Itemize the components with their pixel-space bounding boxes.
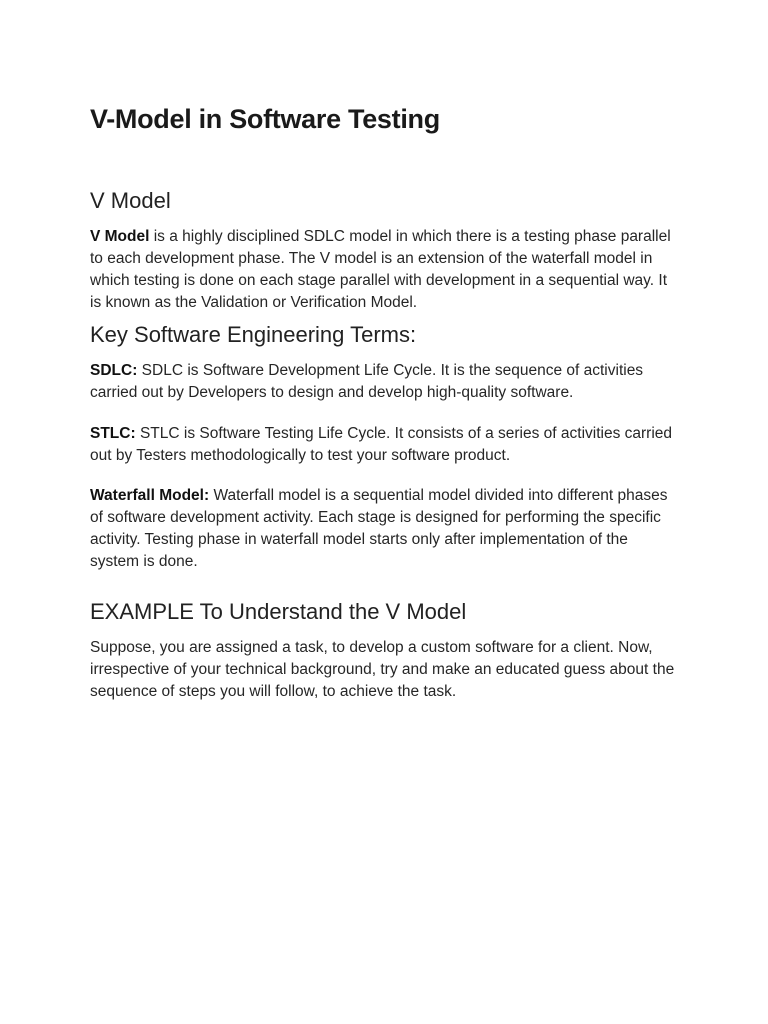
section-terms — [90, 322, 680, 348]
stlc-paragraph-block — [90, 423, 680, 467]
stlc-text: STLC is Software Testing Life Cycle. It consists of a series of activities carried out by Testers methodologically to test your software product. — [90, 425, 673, 464]
sdlc-text: SDLC is Software Development Life Cycle. It is the sequence of activities carried out by Developers to design and develop high-quality software. — [90, 362, 644, 401]
sdlc-paragraph — [90, 360, 680, 404]
sdlc-paragraph-block — [90, 360, 680, 404]
waterfall-paragraph — [90, 485, 680, 573]
waterfall-text: Waterfall model is a sequential model divided into different phases of software development activity. Each stage is designed for performing the specific activity. Testing phase in waterfall model starts only after implementation of the system is done. — [90, 487, 668, 570]
example-paragraph: Suppose, you are assigned a task, to develop a custom software for a client. Now, irrespective of your technical background, try and make an educated guess about the sequence of steps you will follow, to achieve the task. — [90, 639, 675, 700]
waterfall-paragraph-block — [90, 485, 680, 573]
vmodel-term: V Model — [90, 228, 150, 245]
section-vmodel — [90, 188, 680, 214]
stlc-term: STLC: — [90, 425, 136, 442]
vmodel-paragraph-block — [90, 226, 680, 314]
vmodel-paragraph — [90, 226, 680, 314]
waterfall-term: Waterfall Model: — [90, 487, 210, 504]
section-heading-example: EXAMPLE To Understand the V Model — [90, 599, 467, 624]
section-heading-vmodel: V Model — [90, 188, 171, 213]
vmodel-text: is a highly disciplined SDLC model in which there is a testing phase parallel to each development phase. The V model is an extension of the waterfall model in which testing is done on each stage parallel with development in a sequential way. It is known as the Validation or Verification Model. — [90, 228, 671, 311]
stlc-paragraph — [90, 423, 680, 467]
section-heading-terms: Key Software Engineering Terms: — [90, 322, 417, 347]
page-title: V-Model in Software Testing — [90, 104, 440, 134]
sdlc-term: SDLC: — [90, 362, 138, 379]
example-paragraph-block — [90, 637, 680, 703]
section-example — [90, 599, 680, 625]
